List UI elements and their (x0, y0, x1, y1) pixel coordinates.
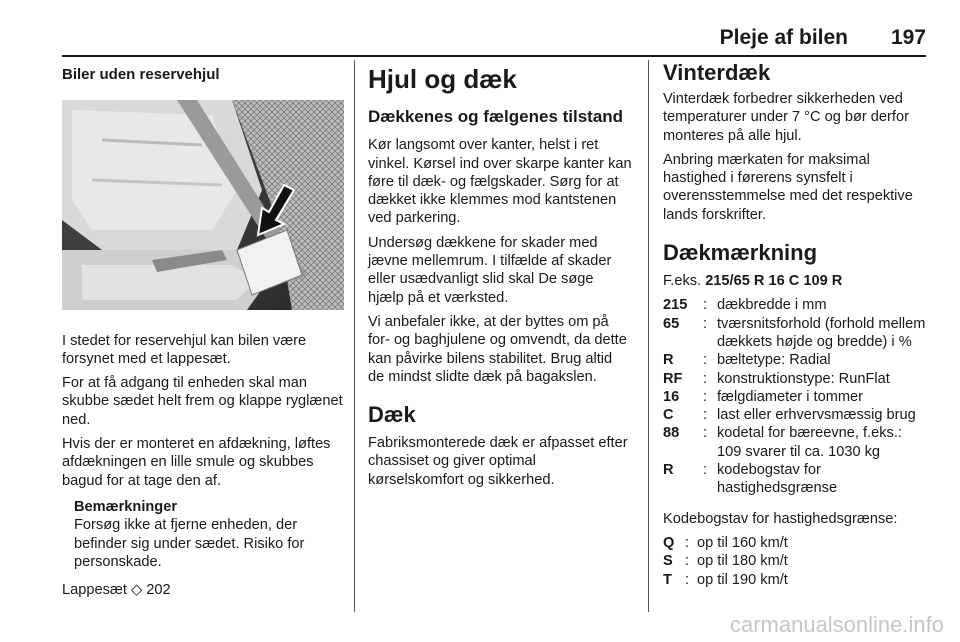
spec-row: R : kodebogstav for hastighedsgrænse (663, 461, 927, 498)
column-3 (663, 60, 927, 589)
spec-value: tværsnitsforhold (forhold mellem dækkets højde og bredde) i % (717, 315, 926, 350)
subheading-condition: Dækkenes og fælgenes tilstand (368, 107, 624, 126)
spec-value: kodetal for bæreevne, f.eks.: 109 svarer til ca. 1030 kg (717, 425, 902, 460)
spec-key: R (663, 462, 674, 479)
spec-key: 88 (663, 425, 680, 442)
spec-row: 16 : fælgdiameter i tommer (663, 388, 927, 406)
speed-key: T (663, 571, 672, 588)
spec-key: 16 (663, 388, 680, 405)
spec-row: RF : konstruktionstype: RunFlat (663, 370, 927, 388)
page-header (62, 26, 926, 54)
spec-value: last eller erhvervsmæssig brug (717, 407, 916, 424)
speed-list (663, 534, 927, 589)
reference-arrow-icon: ◇ (130, 582, 143, 599)
spec-list (663, 296, 927, 497)
spec-value: konstruktionstype: RunFlat (717, 370, 890, 387)
note-box (74, 498, 344, 571)
speed-intro: Kodebogstav for hastighedsgrænse: (663, 510, 898, 527)
paragraph: Kør langsomt over kanter, helst i ret vinkel. Kørsel ind over skarpe kanter kan føre til dæk- og fælgskader. Sørg for at dækket ikke klemmes mod kantstenen ved parkering. (368, 137, 632, 227)
paragraph: Hvis der er monteret en afdækning, løftes afdækningen en lille smule og skubbes bagud for at tage den af. (62, 436, 331, 489)
spec-key: 65 (663, 315, 680, 332)
spec-row: C : last eller erhvervsmæssig brug (663, 406, 927, 424)
section-heading-wheels-tyres: Hjul og dæk (368, 64, 517, 94)
section-heading-tyre-marking: Dækmærkning (663, 240, 818, 266)
column-divider-2 (648, 60, 649, 612)
speed-value: op til 160 km/t (697, 534, 788, 551)
page-number: 197 (890, 26, 926, 49)
reference-page: 202 (146, 582, 171, 599)
spec-key: R (663, 352, 674, 369)
tyre-example (663, 272, 927, 290)
header-rule (62, 55, 926, 57)
note-text: Forsøg ikke at fjerne enheden, der befinder sig under sædet. Risiko for personskade. (74, 517, 305, 570)
watermark: carmanualsonline.info (729, 612, 944, 637)
column-divider-1 (354, 60, 355, 612)
section-heading-no-spare: Biler uden reservehjul (62, 66, 220, 83)
speed-value: op til 180 km/t (697, 553, 788, 570)
speed-row: Q : op til 160 km/t (663, 534, 927, 552)
column-2 (368, 60, 632, 495)
spec-row: R : bæltetype: Radial (663, 351, 927, 369)
spec-value: fælgdiameter i tommer (717, 388, 863, 405)
speed-value: op til 190 km/t (697, 571, 788, 588)
speed-row: S : op til 180 km/t (663, 552, 927, 570)
speed-row: T : op til 190 km/t (663, 571, 927, 589)
spec-key: 215 (663, 297, 688, 314)
spec-value: dækbredde i mm (717, 297, 827, 314)
reference-label: Lappesæt (62, 582, 127, 599)
paragraph: Undersøg dækkene for skader med jævne mellemrum. I tilfælde af skader eller usædvanligt slid skal De søge hjælp på et værksted. (368, 234, 612, 306)
speed-key: Q (663, 534, 675, 551)
section-heading-tyres: Dæk (368, 402, 416, 428)
cross-reference[interactable] (62, 581, 344, 599)
speed-key: S (663, 553, 673, 570)
example-code: 215/65 R 16 C 109 R (705, 273, 843, 290)
paragraph: Vi anbefaler ikke, at der byttes om på for- og baghjulene og omvendt, da dette kan påvirke bilens stabilitet. Brug altid de mindst slidte dæk på bagakslen. (368, 313, 627, 385)
spec-row: 65 : tværsnitsforhold (forhold mellem dækkets højde og bredde) i % (663, 315, 926, 350)
seat-repair-kit-illustration (62, 100, 344, 310)
paragraph: For at få adgang til enheden skal man skubbe sædet helt frem og klappe ryglænet ned. (62, 375, 343, 428)
spec-value: bæltetype: Radial (717, 352, 831, 369)
spec-key: C (663, 407, 674, 424)
section-heading-winter-tyres: Vinterdæk (663, 60, 771, 85)
spec-value: kodebogstav for hastighedsgrænse (717, 462, 838, 497)
example-prefix: F.eks. (663, 273, 702, 290)
column-1 (62, 60, 344, 599)
paragraph: Fabriksmonterede dæk er afpasset efter chassiset og giver optimal kørselskomfort og sikkerhed. (368, 435, 628, 488)
spec-row: 215 : dækbredde i mm (663, 296, 927, 314)
spec-row: 88 : kodetal for bæreevne, f.eks.: 109 svarer til ca. 1030 kg (663, 424, 927, 461)
paragraph: Vinterdæk forbedrer sikkerheden ved temperaturer under 7 °C og bør derfor monteres på alle hjul. (663, 91, 909, 144)
note-title: Bemærkninger (74, 498, 177, 515)
spec-key: RF (663, 370, 683, 387)
paragraph: Anbring mærkaten for maksimal hastighed i førerens synsfelt i overensstemmelse med det respektive lands forskrifter. (663, 151, 913, 223)
page-title: Pleje af bilen (719, 26, 848, 49)
paragraph: I stedet for reservehjul kan bilen være forsynet med et lappesæt. (62, 332, 307, 367)
